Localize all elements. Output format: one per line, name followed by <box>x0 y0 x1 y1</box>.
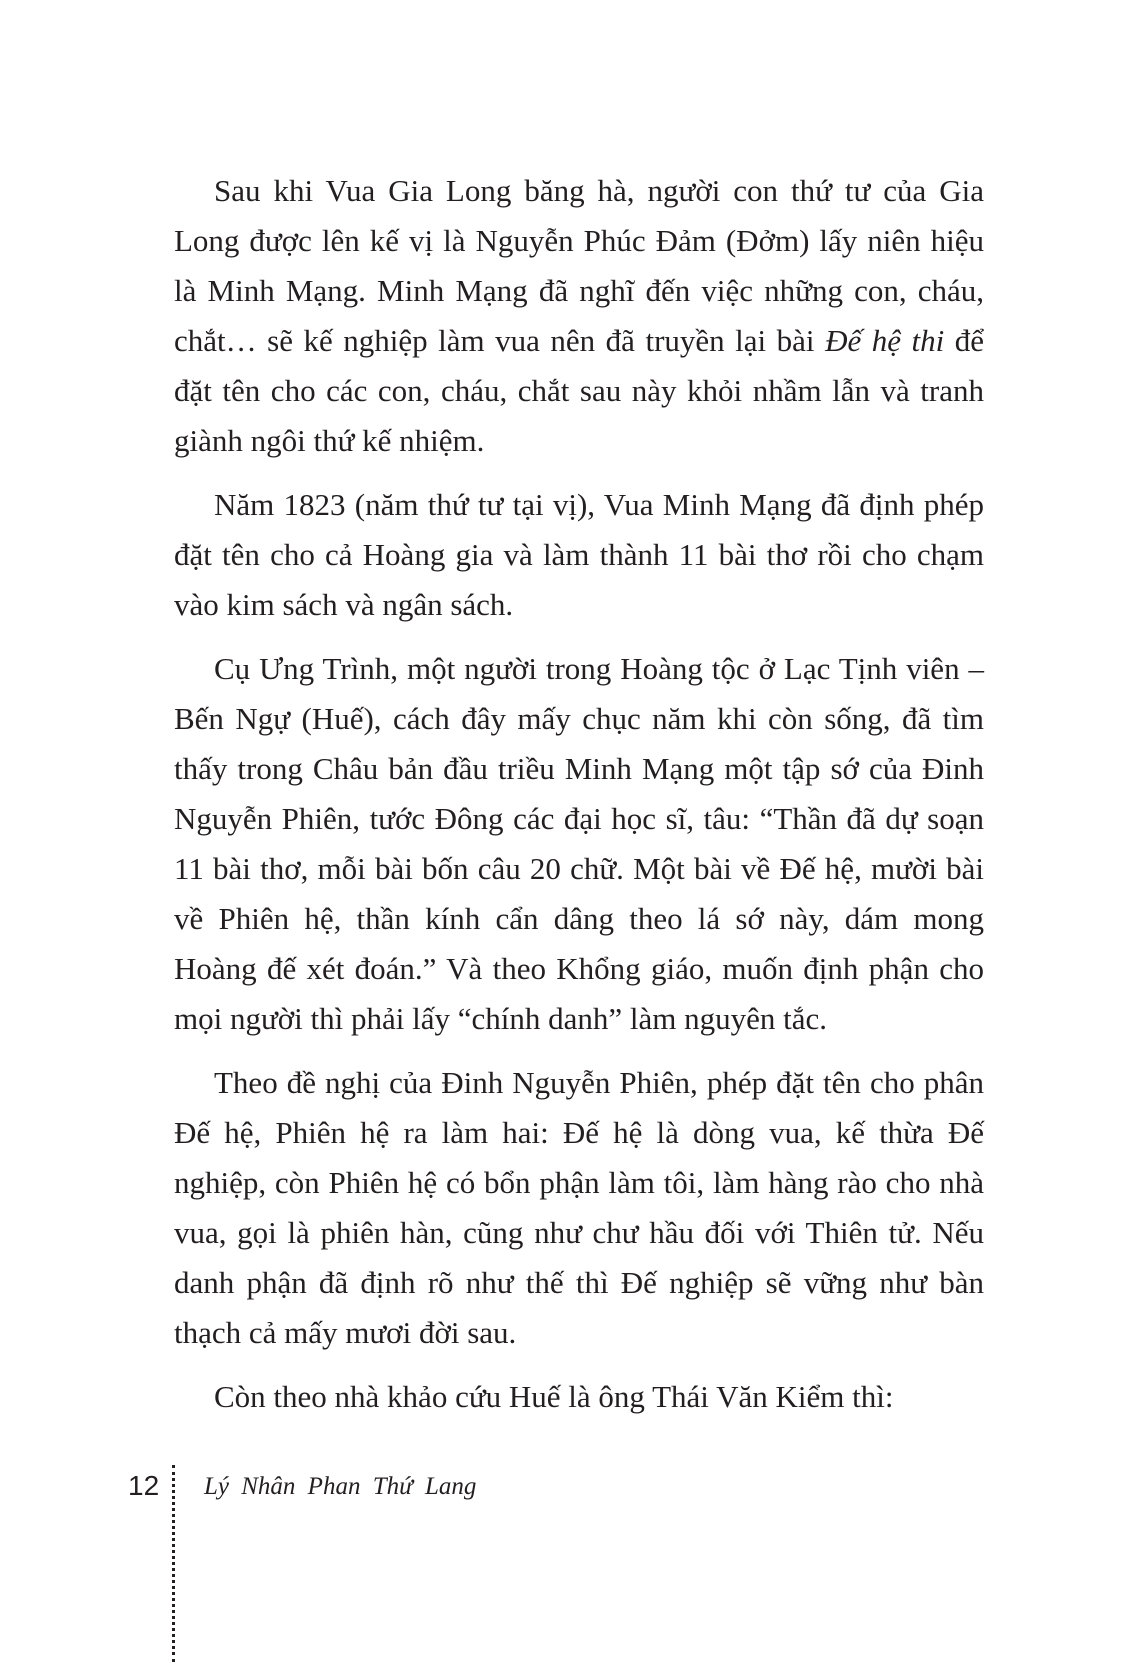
paragraph-5: Còn theo nhà khảo cứu Huế là ông Thái Văn Kiểm thì: <box>214 1379 894 1414</box>
paragraph-4: Theo đề nghị của Đinh Nguyễn Phiên, phép đặt tên cho phân Đế hệ, Phiên hệ ra làm hai: Đế hệ là dòng vua, kế thừa Đế nghiệp, còn Phiên hệ có bổn phận làm tôi, làm hàng rào cho nhà vua, gọi là phiên hàn, cũng như chư hầu đối với Thiên tử. Nếu danh phận đã định rõ như thế thì Đế nghiệp sẽ vững như bàn thạch cả mấy mươi đời sau. <box>174 1065 984 1350</box>
page-number: 12 <box>128 1470 160 1501</box>
paragraph-2: Năm 1823 (năm thứ tư tại vị), Vua Minh Mạng đã định phép đặt tên cho cả Hoàng gia và làm thành 11 bài thơ rồi cho chạm vào kim sách và ngân sách. <box>174 487 984 622</box>
footer-dotted-rule <box>172 1465 175 1662</box>
paragraph-3: Cụ Ưng Trình, một người trong Hoàng tộc ở Lạc Tịnh viên – Bến Ngự (Huế), cách đây mấy chục năm khi còn sống, đã tìm thấy trong Châu bản đầu triều Minh Mạng một tập sớ của Đinh Nguyễn Phiên, tước Đông các đại học sĩ, tâu: “Thần đã dự soạn 11 bài thơ, mỗi bài bốn câu 20 chữ. Một bài về Đế hệ, mười bài về Phiên hệ, thần kính cẩn dâng theo lá sớ này, dám mong Hoàng đế xét đoán.” Và theo Khổng giáo, muốn định phận cho mọi người thì phải lấy “chính danh” làm nguyên tắc. <box>174 651 984 1036</box>
body-text <box>174 166 984 1422</box>
paragraph-1 <box>174 166 984 466</box>
running-footer-author: Lý Nhân Phan Thứ Lang <box>204 1473 477 1500</box>
paragraph-1-text-start: Sau khi Vua Gia Long băng hà, người con thứ tư của Gia Long được lên kế vị là Nguyễn Phúc Đảm (Đởm) lấy niên hiệu là Minh Mạng. Minh Mạng đã nghĩ đến việc những con, cháu, chắt… sẽ kế nghiệp làm vua nên đã truyền lại bài <box>174 173 984 358</box>
poem-title-emphasis: Đế hệ thi <box>825 323 945 358</box>
paragraph-1-text-end: để đặt tên cho các con, cháu, chắt sau này khỏi nhầm lẫn và tranh giành ngôi thứ kế nhiệm. <box>174 323 985 458</box>
